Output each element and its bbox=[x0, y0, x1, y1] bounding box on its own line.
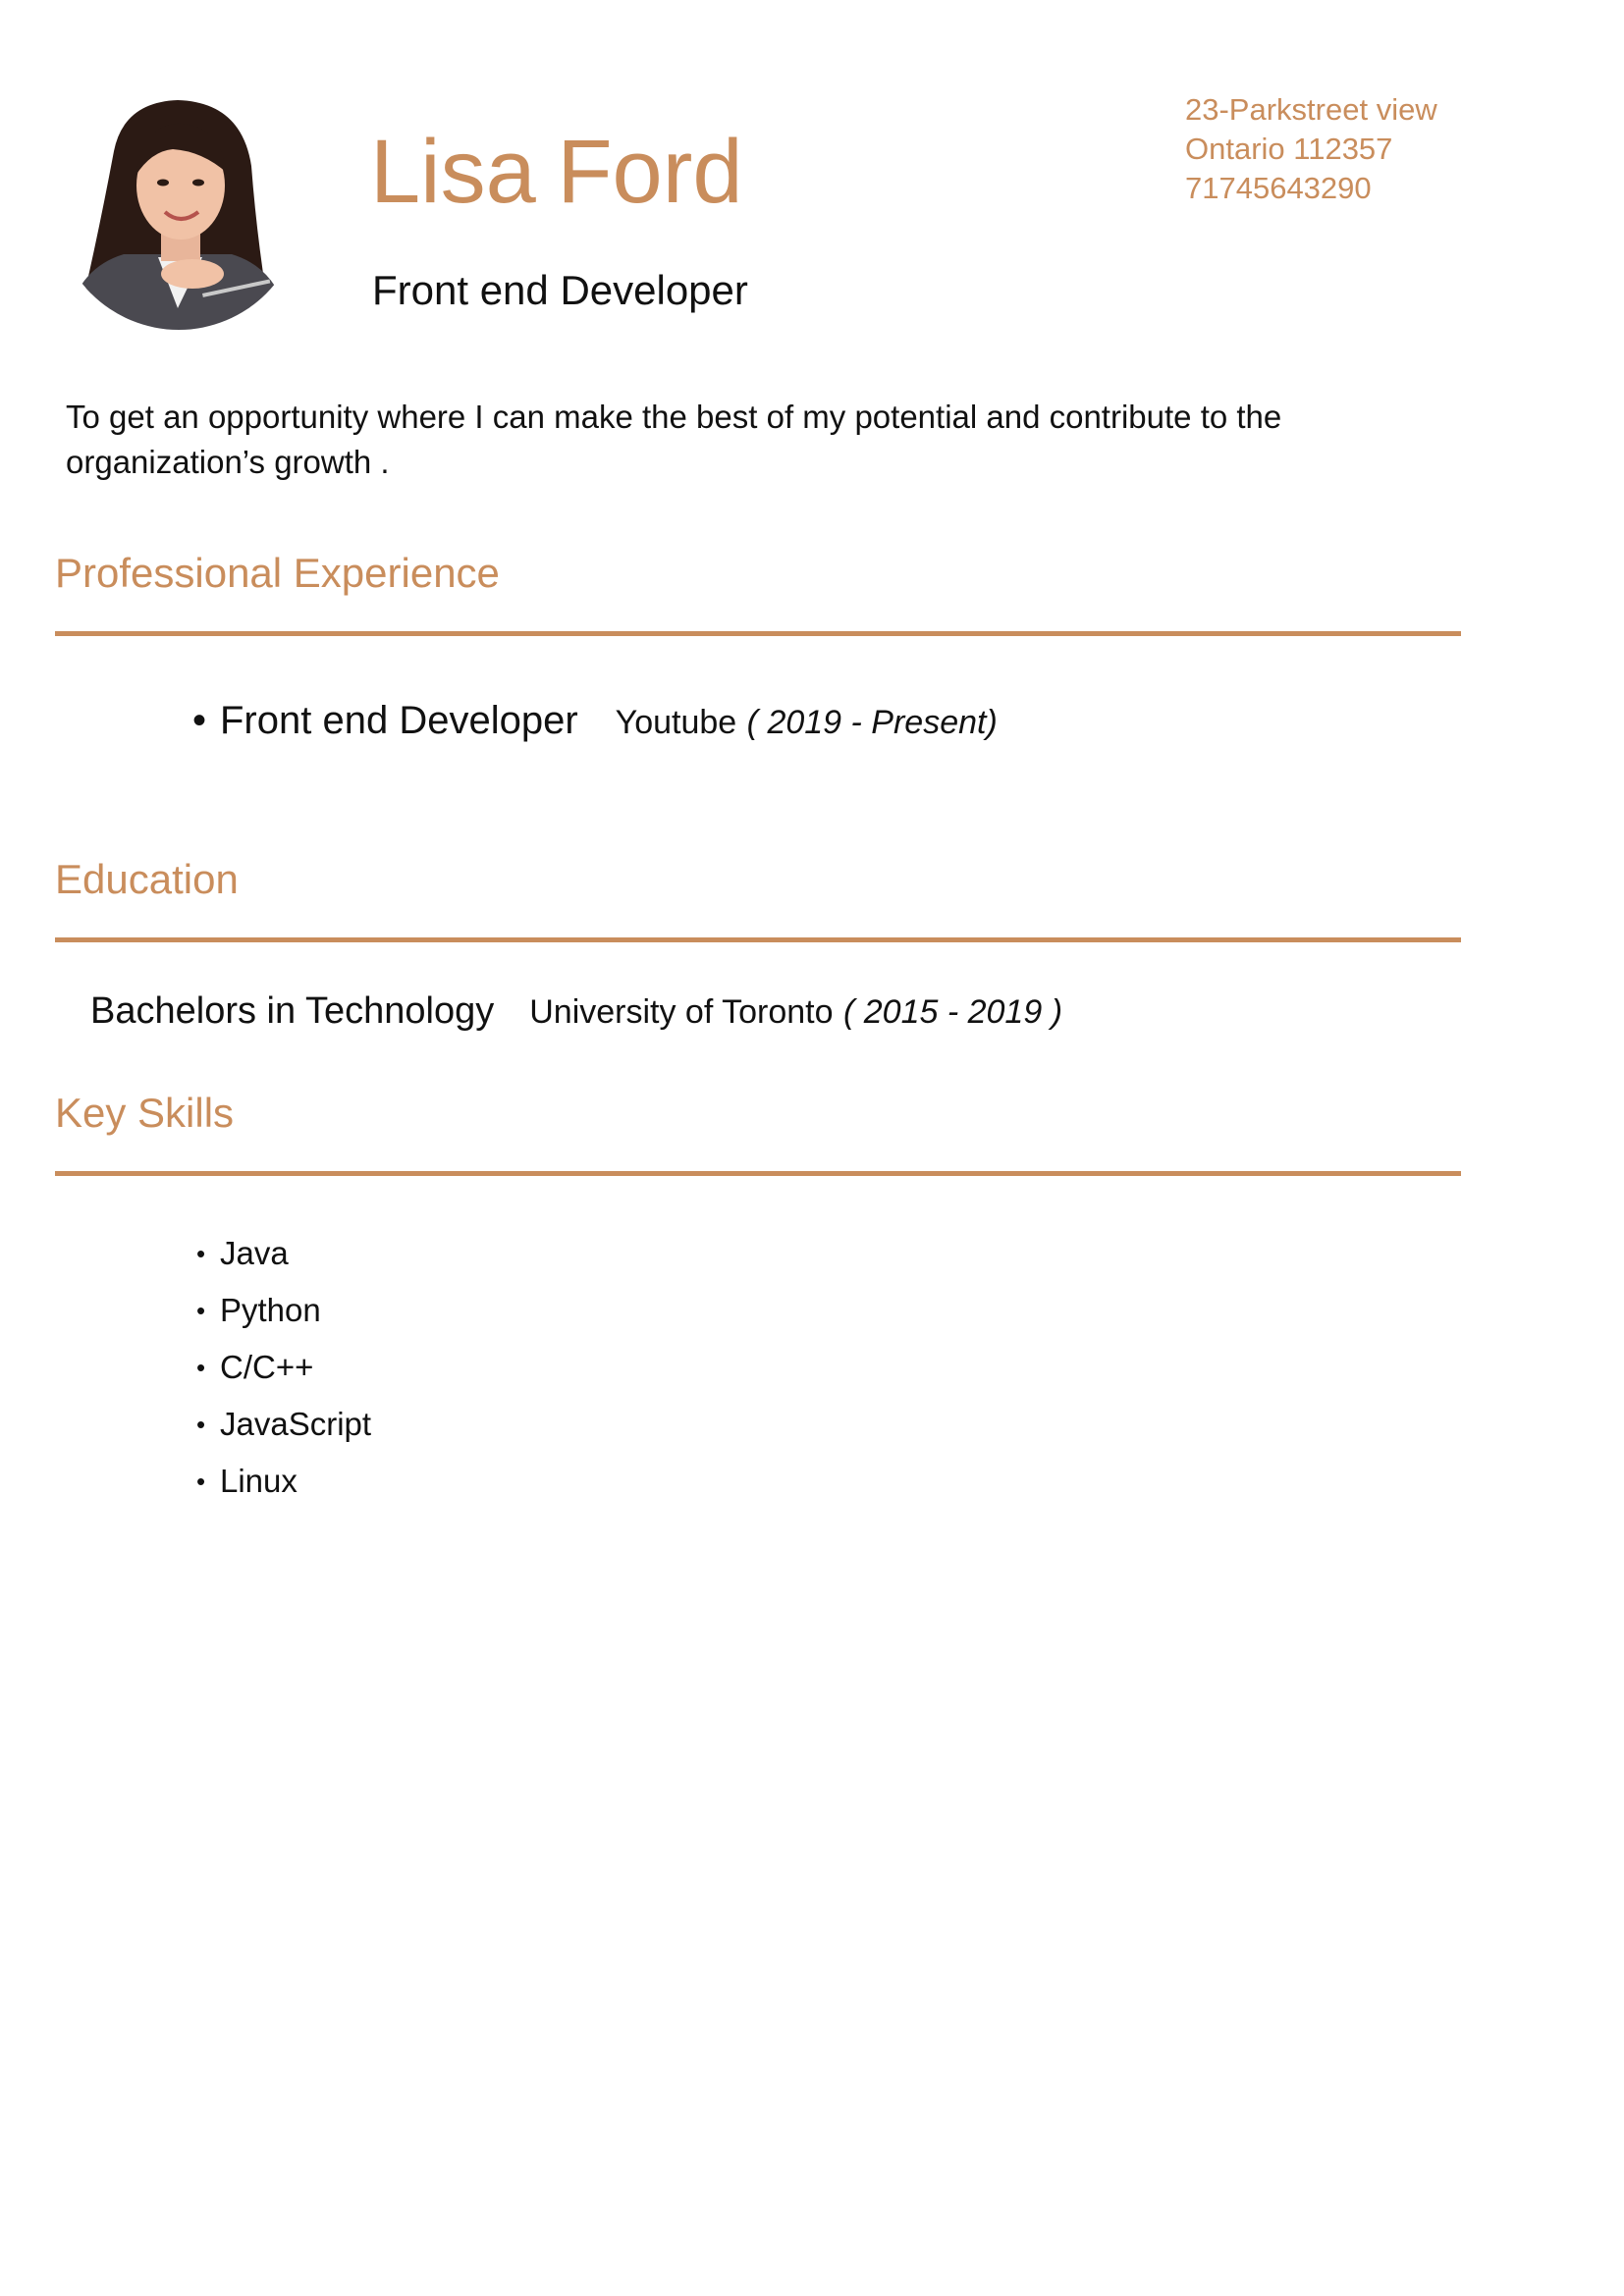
contact-address: 23-Parkstreet view bbox=[1185, 92, 1437, 127]
skills-list bbox=[196, 1225, 371, 1510]
education-period: ( 2015 - 2019 ) bbox=[842, 993, 1063, 1031]
experience-period: ( 2019 - Present) bbox=[746, 704, 998, 741]
candidate-name: Lisa Ford bbox=[370, 122, 743, 222]
skill-item bbox=[196, 1453, 371, 1510]
skill-item bbox=[196, 1225, 371, 1282]
skill-label: Linux bbox=[220, 1463, 298, 1499]
bullet-icon: • bbox=[196, 1353, 206, 1382]
contact-block bbox=[1185, 90, 1437, 208]
bullet-icon: • bbox=[196, 1296, 206, 1325]
education-divider bbox=[55, 937, 1461, 942]
skill-label: C/C++ bbox=[220, 1349, 314, 1385]
contact-city: Ontario 112357 bbox=[1185, 132, 1393, 166]
profile-photo bbox=[55, 82, 302, 330]
skills-divider bbox=[55, 1171, 1461, 1176]
skill-label: JavaScript bbox=[220, 1406, 372, 1442]
experience-item bbox=[192, 693, 998, 750]
experience-heading: Professional Experience bbox=[55, 550, 500, 596]
education-item bbox=[90, 984, 1062, 1040]
skill-item bbox=[196, 1339, 371, 1396]
skills-heading: Key Skills bbox=[55, 1090, 235, 1136]
experience-company: Youtube bbox=[615, 704, 737, 741]
objective-text: To get an opportunity where I can make the best of my potential and contribute to the organization’s growth . bbox=[66, 399, 1282, 480]
skill-label: Java bbox=[220, 1235, 289, 1271]
skill-item bbox=[196, 1396, 371, 1453]
contact-phone: 71745643290 bbox=[1185, 171, 1372, 205]
avatar bbox=[55, 82, 302, 330]
experience-role: Front end Developer bbox=[220, 699, 578, 742]
bullet-icon: • bbox=[196, 1239, 206, 1268]
bullet-icon: • bbox=[196, 1467, 206, 1496]
skill-label: Python bbox=[220, 1292, 321, 1328]
bullet-icon: • bbox=[192, 699, 207, 742]
education-school: University of Toronto bbox=[529, 993, 834, 1031]
education-heading: Education bbox=[55, 856, 239, 902]
education-degree: Bachelors in Technology bbox=[90, 990, 495, 1032]
experience-divider bbox=[55, 631, 1461, 636]
skill-item bbox=[196, 1282, 371, 1339]
candidate-role: Front end Developer bbox=[372, 267, 748, 313]
bullet-icon: • bbox=[196, 1410, 206, 1439]
